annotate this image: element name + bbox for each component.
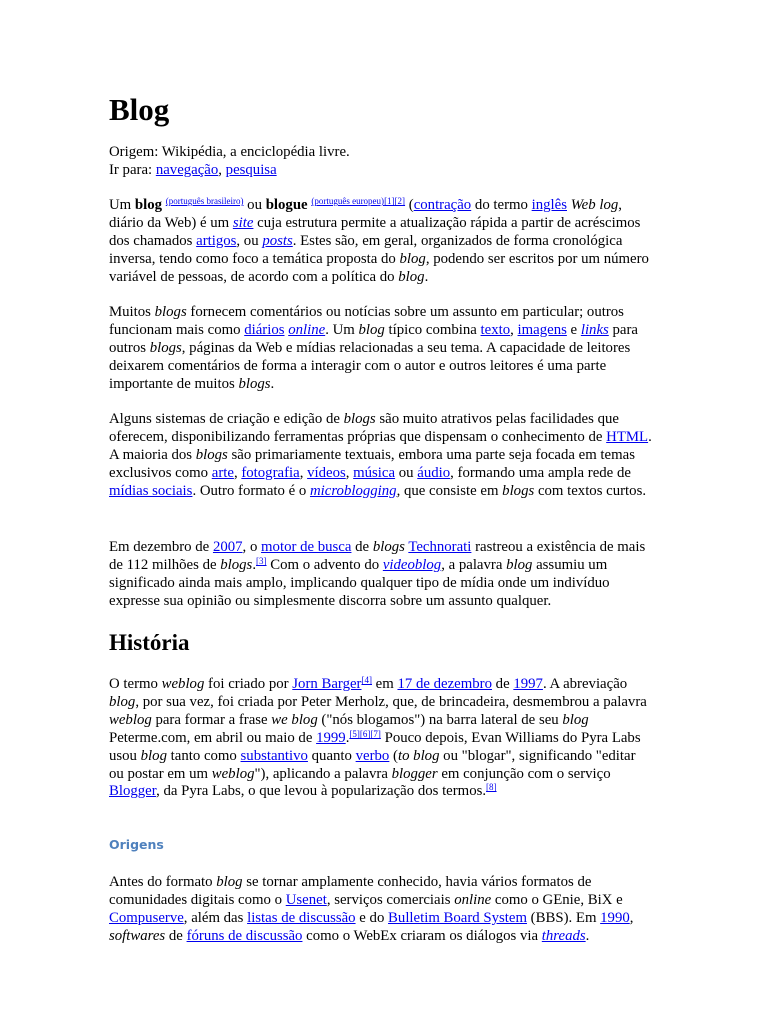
citation-4[interactable]: [4] [361, 675, 372, 685]
term-blogue: blogue [265, 197, 308, 213]
link-artigos[interactable]: artigos [196, 232, 237, 249]
link-2007[interactable]: 2007 [212, 539, 243, 555]
page-header-info [109, 144, 654, 180]
origin-line: Origem: Wikipédia, a enciclopédia livre. [109, 144, 350, 160]
ref-portugues-brasileiro[interactable]: (português brasileiro) [165, 196, 244, 206]
link-1999[interactable]: 1999 [316, 729, 346, 746]
link-diarios[interactable]: diários [244, 321, 285, 338]
link-online[interactable]: online [288, 321, 326, 338]
goto-line [109, 162, 654, 180]
section-heading-origens: Origens [109, 837, 164, 852]
goto-prefix: Ir para: [109, 161, 156, 178]
section-heading-historia: História [109, 630, 190, 655]
link-videoblog[interactable]: videoblog [382, 556, 442, 573]
citation-5[interactable]: [5] [349, 728, 360, 739]
link-videos[interactable]: vídeos [307, 464, 346, 481]
link-17-dezembro[interactable]: 17 de dezembro [397, 676, 492, 692]
link-technorati[interactable]: Technorati [408, 539, 472, 555]
citation-6[interactable]: [6] [359, 728, 371, 739]
link-motor-de-busca[interactable]: motor de busca [261, 539, 352, 555]
link-blogger[interactable]: Blogger [109, 783, 157, 800]
link-contracao[interactable]: contração [413, 197, 472, 213]
link-usenet[interactable]: Usenet [285, 891, 327, 908]
citation-8[interactable]: [8] [486, 782, 497, 793]
search-link[interactable]: pesquisa [225, 161, 277, 178]
citation-2[interactable]: [2] [394, 196, 406, 206]
ref-portugues-europeu[interactable]: (português europeu) [311, 196, 385, 206]
paragraph-origins: Antes do formato blog se tornar amplamente conhecido, havia vários formatos de comunidades digitais como o Usenet, serviços comerciais online como o GEnie, BiX e Compuserve, além das listas de discussão e do Bulletim Board System (BBS). Em 1990, softwares de fóruns de discussão como o WebEx criaram os diálogos via threads. [109, 874, 634, 944]
link-imagens[interactable]: imagens [517, 321, 567, 338]
citation-3[interactable]: [3] [256, 555, 267, 566]
paragraph-systems: Alguns sistemas de criação e edição de blogs são muito atrativos pelas facilidades que oferecem, disponibilizando ferramentas próprias que dispensam o conhecimento de HTML. A maioria dos blogs são primariamente textuais, embora uma parte seja focada em temas exclusivos como arte, fotografia, vídeos, música ou áudio, formando uma ampla rede de mídias sociais. Outro formato é o microblogging, que consiste em blogs com textos curtos. [109, 411, 652, 499]
link-audio[interactable]: áudio [417, 464, 451, 481]
paragraph-comments: Muitos blogs fornecem comentários ou notícias sobre um assunto em particular; outros funcionam mais como diários online. Um blog típico combina texto, imagens e links para outros blogs, páginas da Web e mídias relacionadas a seu tema. A capacidade de leitores deixarem comentários de forma a interagir com o autor e outros leitores é uma parte importante de muitos blogs. [109, 304, 638, 392]
link-1990[interactable]: 1990 [600, 909, 630, 926]
paragraph-intro: Um blog $^{(português brasileiro)}$ ou blogue $^{(português europeu)[1][2]}$ (contração do termo inglês Web log, diário da Web) é um site cuja estrutura permite a atualização rápida a partir de acréscimos dos chamados artigos, ou posts. Estes são, em geral, organizados de forma cronológica inversa, tendo como foco a temática proposta do blog, podendo ser escritos por um número variável de pessoas, de acordo com a política do blog. [109, 196, 649, 285]
link-ingles[interactable]: inglês [531, 197, 567, 213]
link-listas-de-discussao[interactable]: listas de discussão [247, 909, 356, 926]
link-links[interactable]: links [580, 321, 609, 338]
link-bbs[interactable]: Bulletim Board System [388, 909, 527, 926]
link-substantivo[interactable]: substantivo [240, 747, 308, 764]
link-musica[interactable]: música [353, 464, 396, 481]
link-site[interactable]: site [232, 214, 254, 231]
link-jorn-barger[interactable]: Jorn Barger [292, 676, 362, 692]
link-fotografia[interactable]: fotografia [241, 464, 300, 481]
paragraph-history: O termo weblog foi criado por Jorn Barger[4] em 17 de dezembro de 1997. A abreviação blog, por sua vez, foi criada por Peter Merholz, que, de brincadeira, desmembrou a palavra weblog para formar a frase we blog ("nós blogamos") na barra lateral de seu blog Peterme.com, em abril ou maio de 1999.[5][6][7] Pouco depois, Evan Williams do Pyra Labs usou blog tanto como substantivo quanto verbo (to blog ou "blogar", significando "editar ou postar em um weblog"), aplicando a palavra blogger em conjunção com o serviço Blogger, da Pyra Labs, o que levou à popularização dos termos.[8] [109, 675, 647, 800]
link-texto[interactable]: texto [480, 321, 511, 338]
link-posts[interactable]: posts [262, 232, 293, 249]
link-verbo[interactable]: verbo [355, 747, 390, 764]
goto-separator: , [218, 161, 226, 178]
link-html[interactable]: HTML [606, 428, 649, 445]
paragraph-technorati: Em dezembro de 2007, o motor de busca de blogs Technorati rastreou a existência de mais de 112 milhões de blogs.[3] Com o advento do videoblog, a palavra blog assumiu um significado ainda mais amplo, implicando qualquer tipo de mídia onde um indivíduo expresse sua opinião ou simplesmente discorra sobre um assunto qualquer. [109, 539, 646, 609]
term-blog: blog [134, 197, 163, 213]
link-1997[interactable]: 1997 [513, 676, 543, 692]
link-microblogging[interactable]: microblogging [309, 482, 397, 499]
page-title: Blog [109, 92, 170, 127]
citation-1[interactable]: [1] [384, 196, 395, 206]
link-compuserve[interactable]: Compuserve [109, 909, 184, 926]
link-midias-sociais[interactable]: mídias sociais [109, 482, 193, 499]
citation-7[interactable]: [7] [370, 728, 381, 739]
link-arte[interactable]: arte [211, 464, 234, 481]
link-threads[interactable]: threads [541, 927, 586, 944]
navigation-link[interactable]: navegação [155, 161, 219, 178]
link-foruns-de-discussao[interactable]: fóruns de discussão [186, 927, 303, 944]
